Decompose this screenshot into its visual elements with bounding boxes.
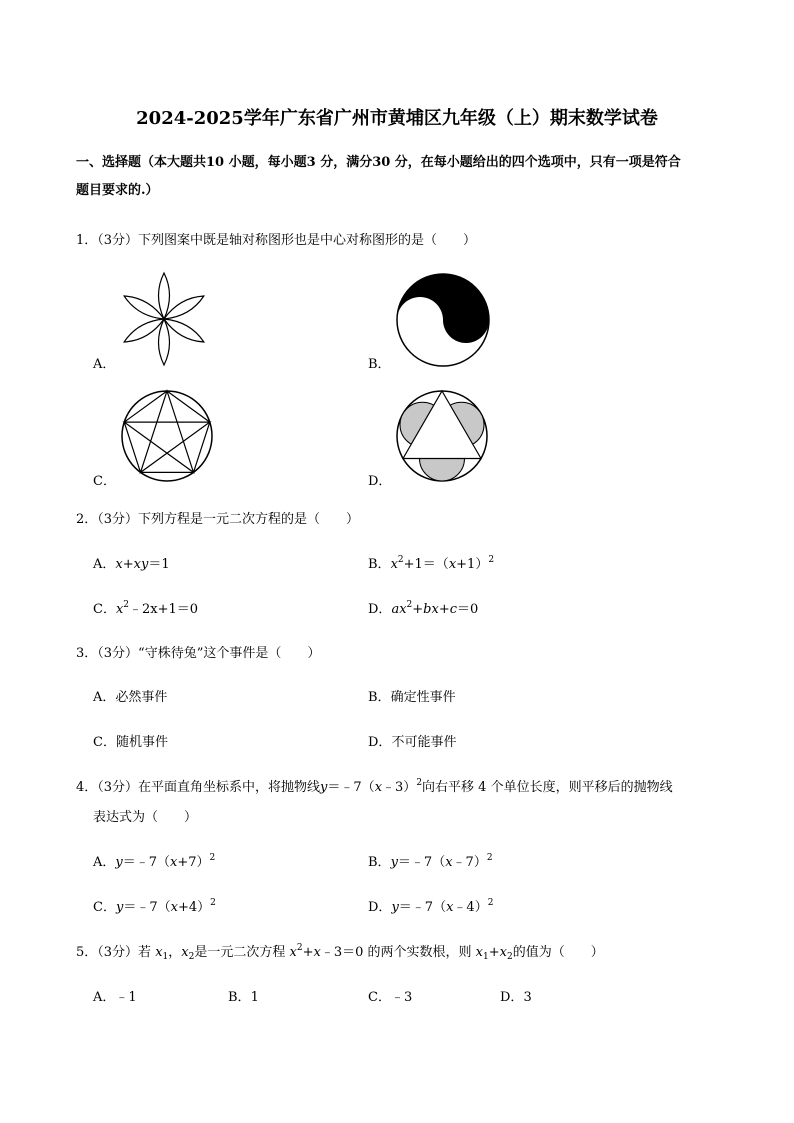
q3-option-d: D．不可能事件 <box>368 735 457 750</box>
q4-option-d: D．y＝﹣7（x﹣4）$^2$ <box>368 898 494 915</box>
section-heading-line1: 一、选择题（本大题共10 小题，每小题3 分，满分30 分，在每小题给出的四个选项中，只有一项是符合 <box>76 155 681 170</box>
section-heading-line2: 题目要求的.） <box>76 183 159 198</box>
q4-option-b: B．y＝﹣7（x﹣7）$^2$ <box>368 853 493 870</box>
q4-option-a: A．$y=﹣7(x+7)^2$ <box>93 853 216 870</box>
q1-option-d-label: D． <box>368 474 392 489</box>
q1-option-b-label: B． <box>368 357 391 372</box>
q2-option-b: B．$x^2+1=(x+1)^2$ <box>368 555 495 572</box>
q3-option-c: C．随机事件 <box>93 735 168 750</box>
question-1-stem: 1．（3分）下列图案中既是轴对称图形也是中心对称图形的是（ ） <box>76 233 477 248</box>
question-2-stem: 2．（3分）下列方程是一元二次方程的是（ ） <box>76 512 360 527</box>
triangle-in-circle-icon <box>395 389 489 483</box>
q2-option-d: D．$ax^2+bx+c=0$ <box>368 600 479 617</box>
question-4-stem: 4．（3分）在平面直角坐标系中，将抛物线y＝﹣7（x﹣3）$^2$向右平移 4 个单位长度，则平移后的抛物线 <box>76 778 673 795</box>
q2-option-a: A．x+xy＝1 <box>93 557 170 572</box>
six-petal-flower-icon <box>120 271 208 367</box>
question-5-stem: 5．（3分）若 $x_1$，$x_2$是一元二次方程 $x^2+x﹣3=0$ 的两个实数根，则 $x_1+x_2$的值为（ ） <box>76 943 604 962</box>
page-title: 2024-2025学年广东省广州市黄埔区九年级（上）期末数学试卷 <box>136 108 658 129</box>
q1-option-a-label: A． <box>93 357 116 372</box>
question-3-stem: 3．（3分）“守株待兔”这个事件是（ ） <box>76 646 321 661</box>
q5-option-d: D．3 <box>500 990 532 1005</box>
q3-option-b: B．确定性事件 <box>368 690 456 705</box>
question-4-stem-line2: 表达式为（ ） <box>93 810 198 825</box>
q5-option-b: B．1 <box>228 990 259 1005</box>
q2-option-c: C．$x^2﹣2x+1=0$ <box>93 600 199 617</box>
yin-yang-icon <box>395 272 491 368</box>
q4-option-c: C．$y=﹣7(x+4)^2$ <box>93 898 216 915</box>
q5-option-a: A．﹣1 <box>93 990 137 1005</box>
q3-option-a: A．必然事件 <box>93 690 168 705</box>
q5-option-c: C．﹣3 <box>368 990 413 1005</box>
pentagram-in-circle-icon <box>120 389 214 483</box>
q1-option-c-label: C． <box>93 474 116 489</box>
